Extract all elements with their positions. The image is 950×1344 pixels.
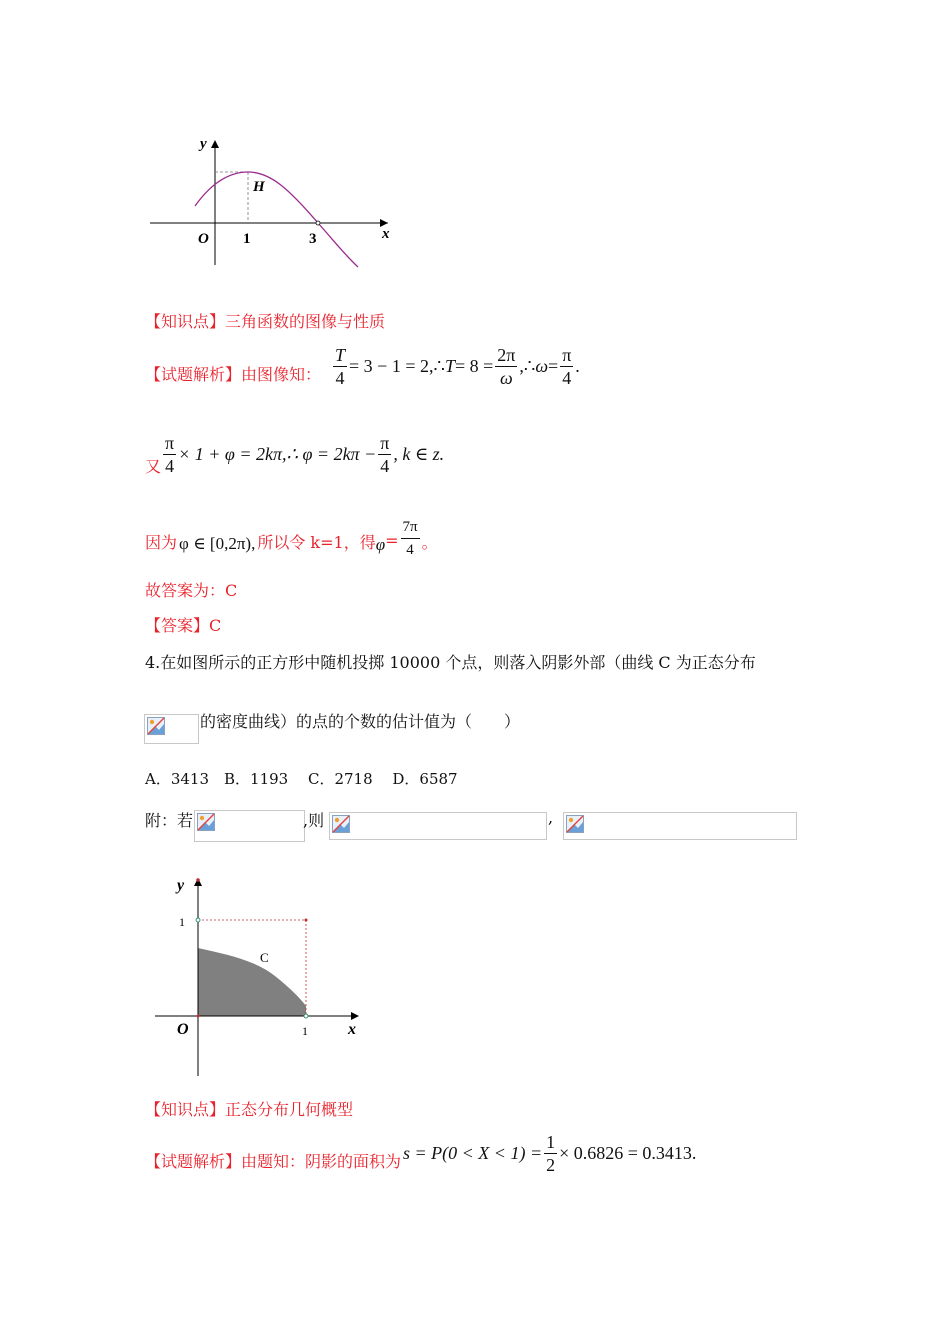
q4-appendix-label: 附：若 bbox=[145, 811, 194, 830]
q4-analysis-line bbox=[145, 1131, 696, 1176]
q3-phi-var: φ bbox=[375, 534, 386, 554]
broken-image-icon bbox=[332, 815, 350, 833]
q4-stem-line2: 的密度曲线）的点的个数的估计值为（ ） bbox=[200, 712, 521, 731]
tick-3-label: 3 bbox=[309, 231, 317, 247]
q4-analysis-prefix: 【试题解析】由题知：阴影的面积为 bbox=[145, 1152, 402, 1171]
q3-analysis-prefix: 【试题解析】由图像知： bbox=[145, 365, 322, 384]
x-tick-label: 1 bbox=[302, 1024, 308, 1038]
y-axis-arrow bbox=[211, 140, 219, 148]
fraction-pi-over-4: $\frac{\pi}{4}$ bbox=[562, 345, 572, 388]
q4-then-label: ,则 bbox=[303, 811, 325, 830]
broken-image-placeholder-1 bbox=[144, 714, 199, 744]
q3-so-text: 所以令 k=1，得 bbox=[257, 533, 376, 552]
corner-point bbox=[305, 919, 308, 922]
tick-1-label: 1 bbox=[243, 231, 251, 247]
y-axis-label: y bbox=[177, 877, 185, 894]
q4-options: A．3413 B．1193 C．2718 D．6587 bbox=[145, 770, 458, 788]
q3-again-label: 又 bbox=[145, 457, 162, 476]
y-axis-label: y bbox=[200, 136, 207, 152]
q4-analysis-math: s = P(0 < X < 1) = $\frac{1}{2}$ × 0.6826 = 0.3413. bbox=[403, 1132, 697, 1175]
q3-answer: 【答案】C bbox=[145, 616, 222, 635]
curve-c-label: C bbox=[260, 950, 269, 965]
broken-image-placeholder-2 bbox=[194, 810, 305, 842]
q3-period: 。 bbox=[421, 533, 438, 552]
figure-2-normal-density bbox=[145, 868, 375, 1080]
broken-image-icon bbox=[566, 815, 584, 833]
origin-label: O bbox=[177, 1021, 189, 1038]
fraction-7pi-over-4: $\frac{7\pi}{4}$ bbox=[401, 516, 420, 561]
x-tick-point bbox=[304, 1014, 308, 1018]
q4-comma: , bbox=[548, 808, 554, 827]
origin-label: O bbox=[198, 231, 209, 247]
q3-knowledge-point: 【知识点】三角函数的图像与性质 bbox=[145, 312, 386, 331]
figure-1-trig-graph bbox=[140, 130, 410, 275]
q3-analysis-line bbox=[145, 344, 580, 389]
q3-analysis-math: $\frac{T}{4}$ = 3 − 1 = 2,∴ T = 8 = $\frac{2\pi}{\omega}$ ,∴ ω = $\frac{\pi}{4}$ . bbox=[335, 345, 580, 388]
fraction-2pi-over-omega: $\frac{2\pi}{\omega}$ bbox=[497, 345, 516, 388]
fraction-1-over-2: $\frac{1}{2}$ bbox=[546, 1132, 556, 1175]
broken-image-icon bbox=[197, 813, 215, 831]
origin-point bbox=[197, 1015, 200, 1018]
shaded-region bbox=[198, 948, 306, 1016]
zero-point bbox=[316, 221, 320, 225]
q3-again-line bbox=[145, 432, 444, 477]
fraction-pi-over-4-c: $\frac{\pi}{4}$ bbox=[380, 433, 390, 476]
x-axis-label: x bbox=[348, 1021, 356, 1038]
y-tick-label: 1 bbox=[179, 915, 185, 929]
broken-image-placeholder-3 bbox=[329, 812, 547, 840]
broken-image-icon bbox=[147, 717, 165, 735]
q4-knowledge-point: 【知识点】正态分布几何概型 bbox=[145, 1100, 354, 1119]
q3-because-math: φ ∈ [0,2π), bbox=[179, 533, 256, 553]
q3-answer-is: 故答案为：C bbox=[145, 581, 238, 600]
x-axis-label: x bbox=[382, 226, 390, 242]
point-h-label: H bbox=[253, 179, 265, 195]
q4-stem-line1: 4.在如图所示的正方形中随机投掷 10000 个点，则落入阴影外部（曲线 C 为正态分布 bbox=[145, 653, 756, 672]
x-axis-arrow bbox=[351, 1012, 359, 1020]
q3-phi-eq: = bbox=[385, 531, 399, 550]
fraction-pi-over-4-b: $\frac{\pi}{4}$ bbox=[165, 433, 175, 476]
fraction-t-over-4: $\frac{T}{4}$ bbox=[335, 345, 346, 388]
y-tick-point bbox=[196, 918, 200, 922]
q3-because-line bbox=[145, 516, 438, 561]
sinusoid-curve bbox=[195, 172, 358, 267]
q3-again-math: $\frac{\pi}{4}$ × 1 + φ = 2kπ,∴ φ = 2kπ − $\frac{\pi}{4}$ , k ∈ z. bbox=[165, 433, 445, 476]
q3-because-label: 因为 bbox=[145, 533, 178, 552]
broken-image-placeholder-4 bbox=[563, 812, 797, 840]
y-arrow-tip-dot bbox=[196, 878, 200, 882]
